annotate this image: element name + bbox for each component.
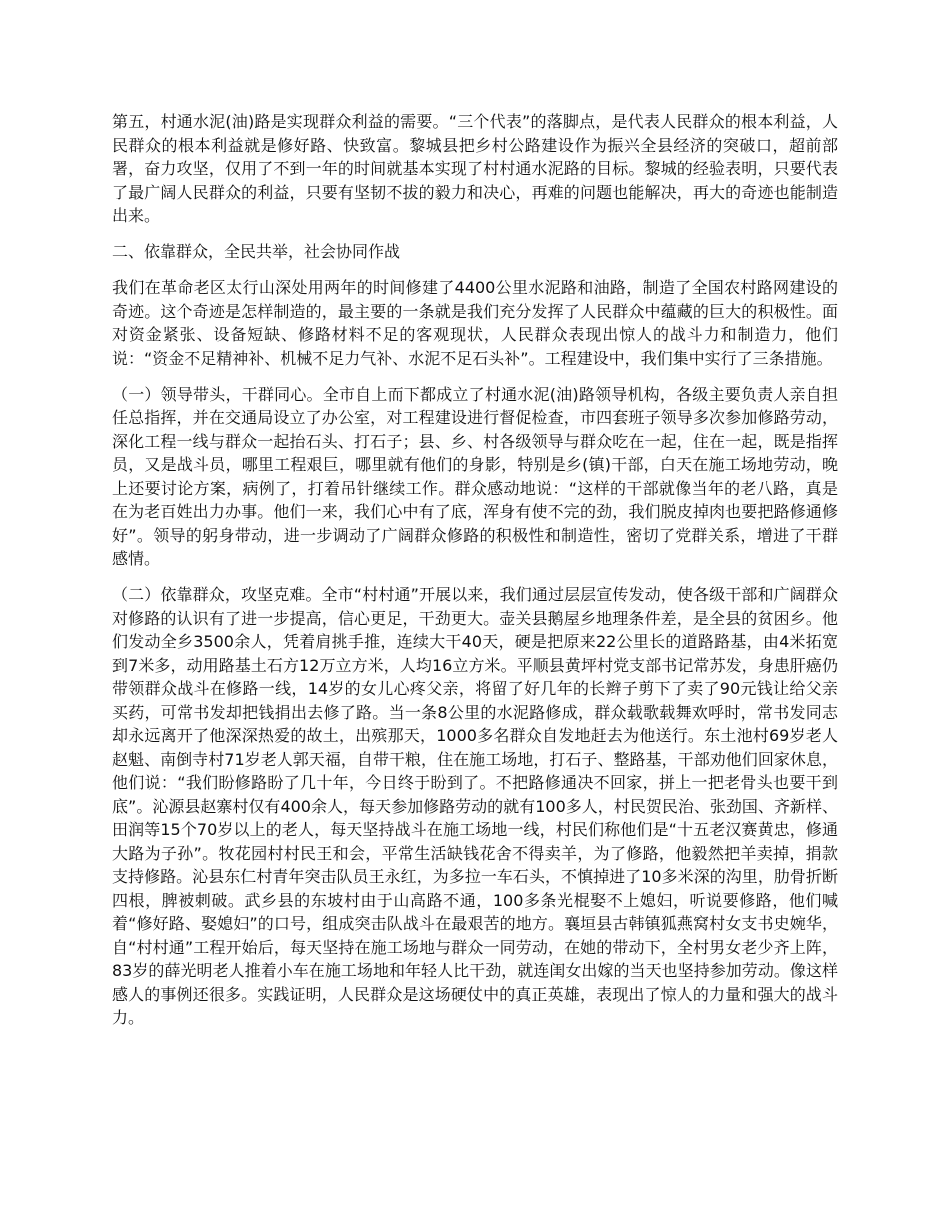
paragraph-rely-on-masses-overcome: （二）依靠群众，攻坚克难。全市“村村通”开展以来，我们通过层层宣传发动，使各级干部和广阔群众对修路的认识有了进一步提高，信心更足，干劲更大。壶关县鹅屋乡地理条件差，是全县的贫困乡。他们发动全乡3500余人，凭着肩挑手推，连续大干40天，硬是把原来22公里长的道路路基，由4米拓宽到7米多，动用路基土石方12万立方米，人均16立方米。平顺县黄坪村党支部书记常苏发，身患肝癌仍带领群众战斗在修路一线，14岁的女儿心疼父亲，将留了好几年的长辫子剪下了卖了90元钱让给父亲买药，可常书发却把钱捐出去修了路。当一条8公里的水泥路修成，群众载歌载舞欢呼时，常书发同志却永远离开了他深深热爱的故土，出殡那天，1000多名群众自发地赶去为他送行。东土池村69岁老人赵魁、南倒寺村71岁老人郭天福，自带干粮，住在施工场地，打石子、整路基，干部劝他们回家休息，他们说：“我们盼修路盼了几十年，今日终于盼到了。不把路修通决不回家，拼上一把老骨头也要干到底”。沁源县赵寨村仅有400余人，每天参加修路劳动的就有100多人，村民贺民治、张劲国、齐新样、田润等15个70岁以上的老人，每天坚持战斗在施工场地一线，村民们称他们是“十五老汉赛黄忠，修通大路为子孙”。牧花园村村民王和会，平常生活缺钱花舍不得卖羊，为了修路，他毅然把羊卖掉，捐款支持修路。沁县东仁村青年突击队员王永红，为多拉一车石头，不慎掉进了10多米深的沟里，肋骨折断四根，脾被刺破。武乡县的东坡村由于山高路不通，100多条光棍娶不上媳妇，听说要修路，他们喊着“修好路、娶媳妇”的口号，组成突击队战斗在最艰苦的地方。襄垣县古韩镇狐燕窝村女支书史婉华，自“村村通”工程开始后，每天坚持在施工场地与群众一同劳动，在她的带动下，全村男女老少齐上阵，83岁的薛光明老人推着小车在施工场地和年轻人比干劲，就连闺女出嫁的当天也坚持参加劳动。像这样感人的事例还很多。实践证明，人民群众是这场硬仗中的真正英雄，表现出了惊人的力量和强大的战斗力。 <box>112 585 838 1027</box>
paragraph-leaders-take-lead: （一）领导带头，干群同心。全市自上而下都成立了村通水泥(油)路领导机构，各级主要负责人亲自担任总指挥，并在交通局设立了办公室，对工程建设进行督促检查，市四套班子领导多次参加修路劳动，深化工程一线与群众一起抬石头、打石子；县、乡、村各级领导与群众吃在一起，住在一起，既是指挥员，又是战斗员，哪里工程艰巨，哪里就有他们的身影，特别是乡(镇)干部，白天在施工场地劳动，晚上还要讨论方案，病例了，打着吊针继续工作。群众感动地说：“这样的干部就像当年的老八路，真是在为老百姓出力办事。他们一来，我们心中有了底，浑身有使不完的劲，我们脱皮掉肉也要把路修通修好”。领导的躬身带动，进一步调动了广阔群众修路的积极性和制造性，密切了党群关系，增进了干群感情。 <box>112 384 838 568</box>
section-heading-rely-on-masses: 二、依靠群众，全民共举，社会协同作战 <box>112 242 401 261</box>
document-page <box>112 110 838 1042</box>
paragraph-taihang-road-miracle: 我们在革命老区太行山深处用两年的时间修建了4400公里水泥路和油路，制造了全国农村路网建设的奇迹。这个奇迹是怎样制造的，最主要的一条就是我们充分发挥了人民群众中蕴藏的巨大的积极性。面对资金紧张、设备短缺、修路材料不足的客观现状，人民群众表现出惊人的战斗力和制造力，他们说：“资金不足精神补、机械不足力气补、水泥不足石头补”。工程建设中，我们集中实行了三条措施。 <box>112 278 838 368</box>
paragraph-village-road-interests: 第五，村通水泥(油)路是实现群众利益的需要。“三个代表”的落脚点，是代表人民群众的根本利益，人民群众的根本利益就是修好路、快致富。黎城县把乡村公路建设作为振兴全县经济的突破口，超前部署，奋力攻坚，仅用了不到一年的时间就基本实现了村村通水泥路的目标。黎城的经验表明，只要代表了最广阔人民群众的利益，只要有坚韧不拔的毅力和决心，再难的问题也能解决，再大的奇迹也能制造出来。 <box>112 112 838 225</box>
